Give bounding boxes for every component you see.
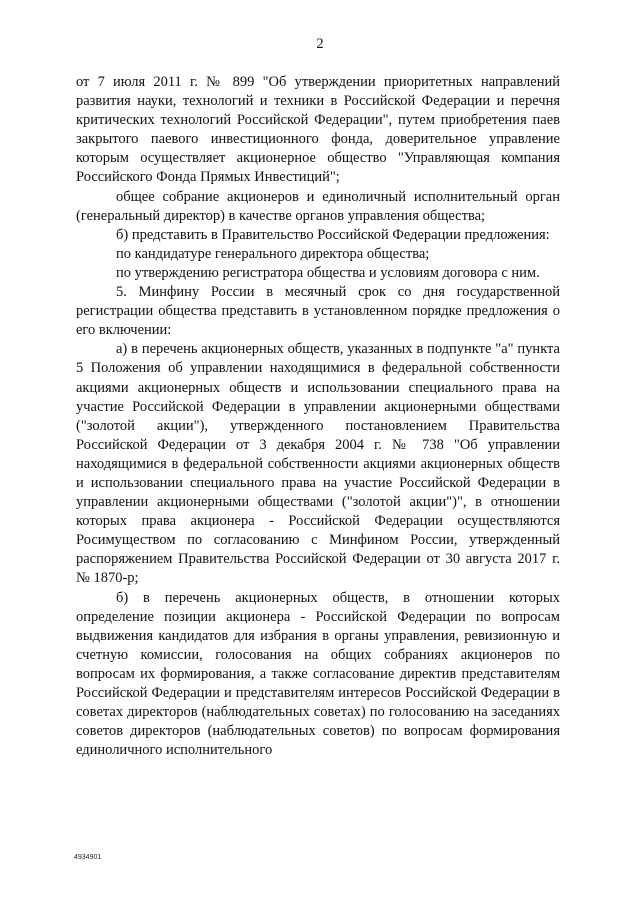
document-code: 4934901 [74, 854, 102, 861]
paragraph-governing-bodies: общее собрание акционеров и единоличный исполнительный орган (генеральный директор) в качестве органов управления общества; [76, 188, 560, 224]
paragraph-decree-continuation: от 7 июля 2011 г. № 899 "Об утверждении приоритетных направлений развития науки, технологий и техники в Российской Федерации и перечня критических технологий Российской Федерации", путем приобретения паев закрытого паевого инвестиционного фонда, доверительное управление которым осуществляет акционерное общество "Управляющая компания Российского Фонда Прямых Инвестиций"; [76, 74, 560, 186]
paragraph-item-5b: б) в перечень акционерных обществ, в отношении которых определение позиции акционера - Российской Федерации по вопросам выдвижения кандидатов для избрания в органы управления, ревизионную и счетную комиссии, голосования на общих собраниях акционеров по вопросам их формирования, а также согласование директив представителям Российской Федерации и представителям интересов Российской Федерации в советах директоров (наблюдательных советах) по голосованию на заседаниях советов директоров (наблюдательных советов) по вопросам формирования единоличного исполнительного [76, 589, 560, 759]
paragraph-ceo-candidate: по кандидатуре генерального директора общества; [116, 245, 430, 262]
paragraph-item-5a: а) в перечень акционерных обществ, указанных в подпункте "а" пункта 5 Положения об управлении находящимися в федеральной собственности акциями акционерных обществ и использовании специального права на участие Российской Федерации в управлении акционерными обществами ("золотой акции"), утвержденного постановлением Правительства Российской Федерации от 3 декабря 2004 г. № 738 "Об управлении находящимися в федеральной собственности акциями акционерных обществ и использовании специального права на участие Российской Федерации в управлении акционерными обществами ("золотой акции")", в отношении которых права акционера - Российской Федерации осуществляются Росимуществом по согласованию с Минфином России, утвержденный распоряжением Правительства Российской Федерации от 30 августа 2017 г. № 1870-р; [76, 341, 560, 587]
paragraph-item-b-proposals: б) представить в Правительство Российской Федерации предложения: [116, 226, 550, 243]
paragraph-item-5: 5. Минфину России в месячный срок со дня государственной регистрации общества представить в установленном порядке предложения о его включении: [76, 284, 560, 339]
page-number: 2 [316, 36, 324, 52]
paragraph-registrar: по утверждению регистратора общества и условиям договора с ним. [116, 264, 540, 281]
document-body [76, 73, 560, 760]
